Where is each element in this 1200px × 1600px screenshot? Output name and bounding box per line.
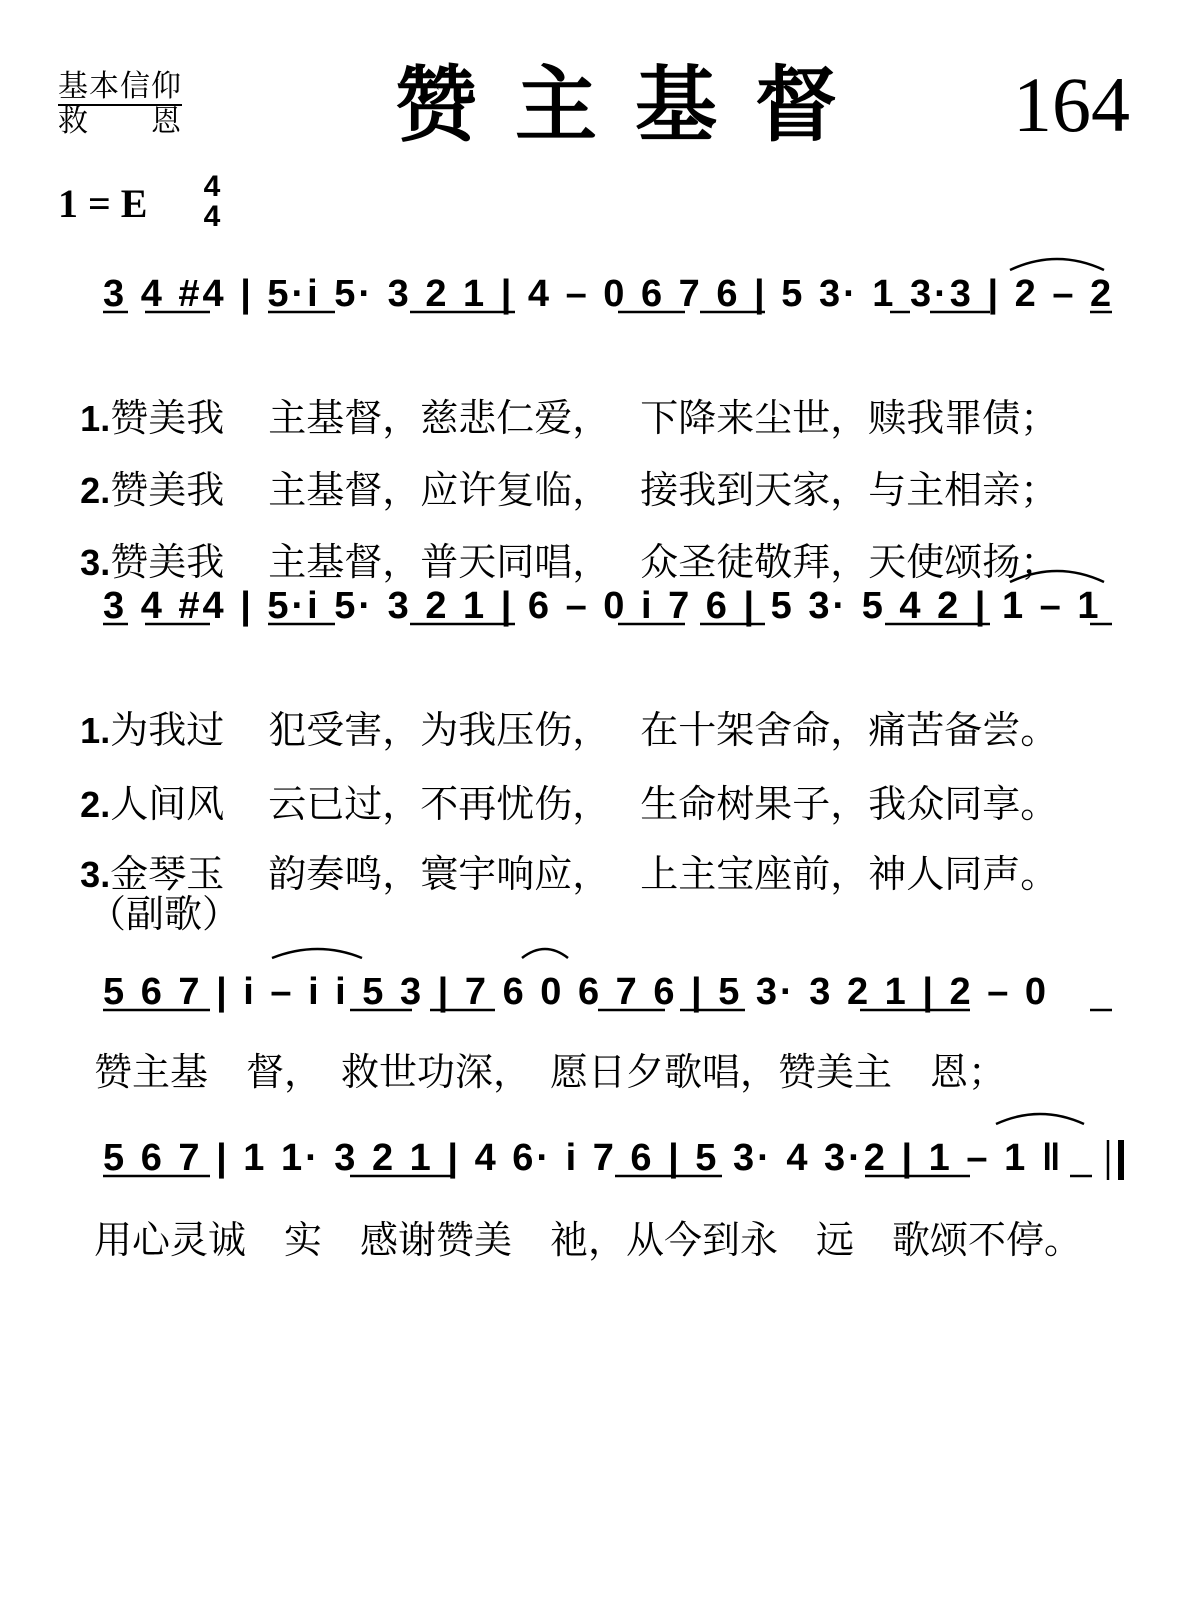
key-signature: 1 = E <box>58 181 148 226</box>
verse-number: 3. <box>80 854 111 895</box>
refrain-lyric-line-1: 赞主基 督， 救世功深， 愿日夕歌唱，赞美主 恩； <box>94 1050 1007 1094</box>
hymn-number: 164 <box>1013 61 1130 148</box>
lyric-segment: 主基督，普天同唱， <box>268 540 611 584</box>
lyric-segment: 犯受害，为我压伤， <box>268 708 611 752</box>
time-signature-bottom: 4 <box>203 200 221 233</box>
verse-number: 1. <box>80 398 111 439</box>
verse-number: 1. <box>80 710 111 751</box>
lyric-segment: 主基督，应许复临， <box>268 468 611 512</box>
lyric-segment: 在十架舍命，痛苦备尝。 <box>640 708 1059 752</box>
notation-line-1: 3 4 #4 | 5·i 5· 3 2 1 | 4 – 0 6 7 6 | 5 3· 1 3·3 | 2 – 2 <box>103 273 1115 315</box>
notation-line-2: 3 4 #4 | 5·i 5· 3 2 1 | 6 – 0 i 7 6 | 5 3· 5 4 2 | 1 – 1 <box>103 585 1102 627</box>
category-label: 基本信仰 <box>58 69 182 104</box>
refrain-notation-line-2: 5 6 7 | 1 1· 3 2 1 | 4 6· i 7 6 | 5 3· 4 3·2 | 1 – 1 ‖ <box>103 1137 1064 1179</box>
lyric-segment: 韵奏鸣，寰宇响应， <box>268 852 611 896</box>
lyric-segment: 金琴玉 <box>110 852 225 896</box>
subcategory-char-2: 恩 <box>151 104 182 139</box>
refrain-label: （副歌） <box>88 892 241 936</box>
hymn-title: 赞主基督 <box>395 58 876 153</box>
lyric-segment: 云已过，不再忧伤， <box>268 782 611 826</box>
refrain-notation-line-1: 5 6 7 | i – i i 5 3 | 7 6 0 6 7 6 | 5 3· 3 2 1 | 2 – 0 <box>103 971 1050 1013</box>
lyric-segment: 上主宝座前，神人同声。 <box>640 852 1059 896</box>
lyric-segment: 赞美我 <box>110 468 225 512</box>
lyric-segment: 生命树果子，我众同享。 <box>640 782 1059 826</box>
verse-number: 2. <box>80 470 111 511</box>
lyric-segment: 主基督，慈悲仁爱， <box>268 396 611 440</box>
lyric-segment: 赞美我 <box>110 396 225 440</box>
lyric-segment: 下降来尘世，赎我罪债； <box>640 396 1059 440</box>
lyric-segment: 为我过 <box>110 708 225 752</box>
lyric-segment: 人间风 <box>110 782 225 826</box>
subcategory-char-1: 救 <box>58 104 89 139</box>
lyric-segment: 众圣徒敬拜，天使颂扬； <box>640 540 1059 584</box>
lyric-segment: 接我到天家，与主相亲； <box>640 468 1059 512</box>
time-signature-top: 4 <box>203 170 221 203</box>
lyric-segment: 赞美我 <box>110 540 225 584</box>
refrain-lyric-line-2: 用心灵诚 实 感谢赞美 祂，从今到永 远 歌颂不停。 <box>94 1218 1083 1262</box>
verse-number: 3. <box>80 542 111 583</box>
verse-number: 2. <box>80 784 111 825</box>
